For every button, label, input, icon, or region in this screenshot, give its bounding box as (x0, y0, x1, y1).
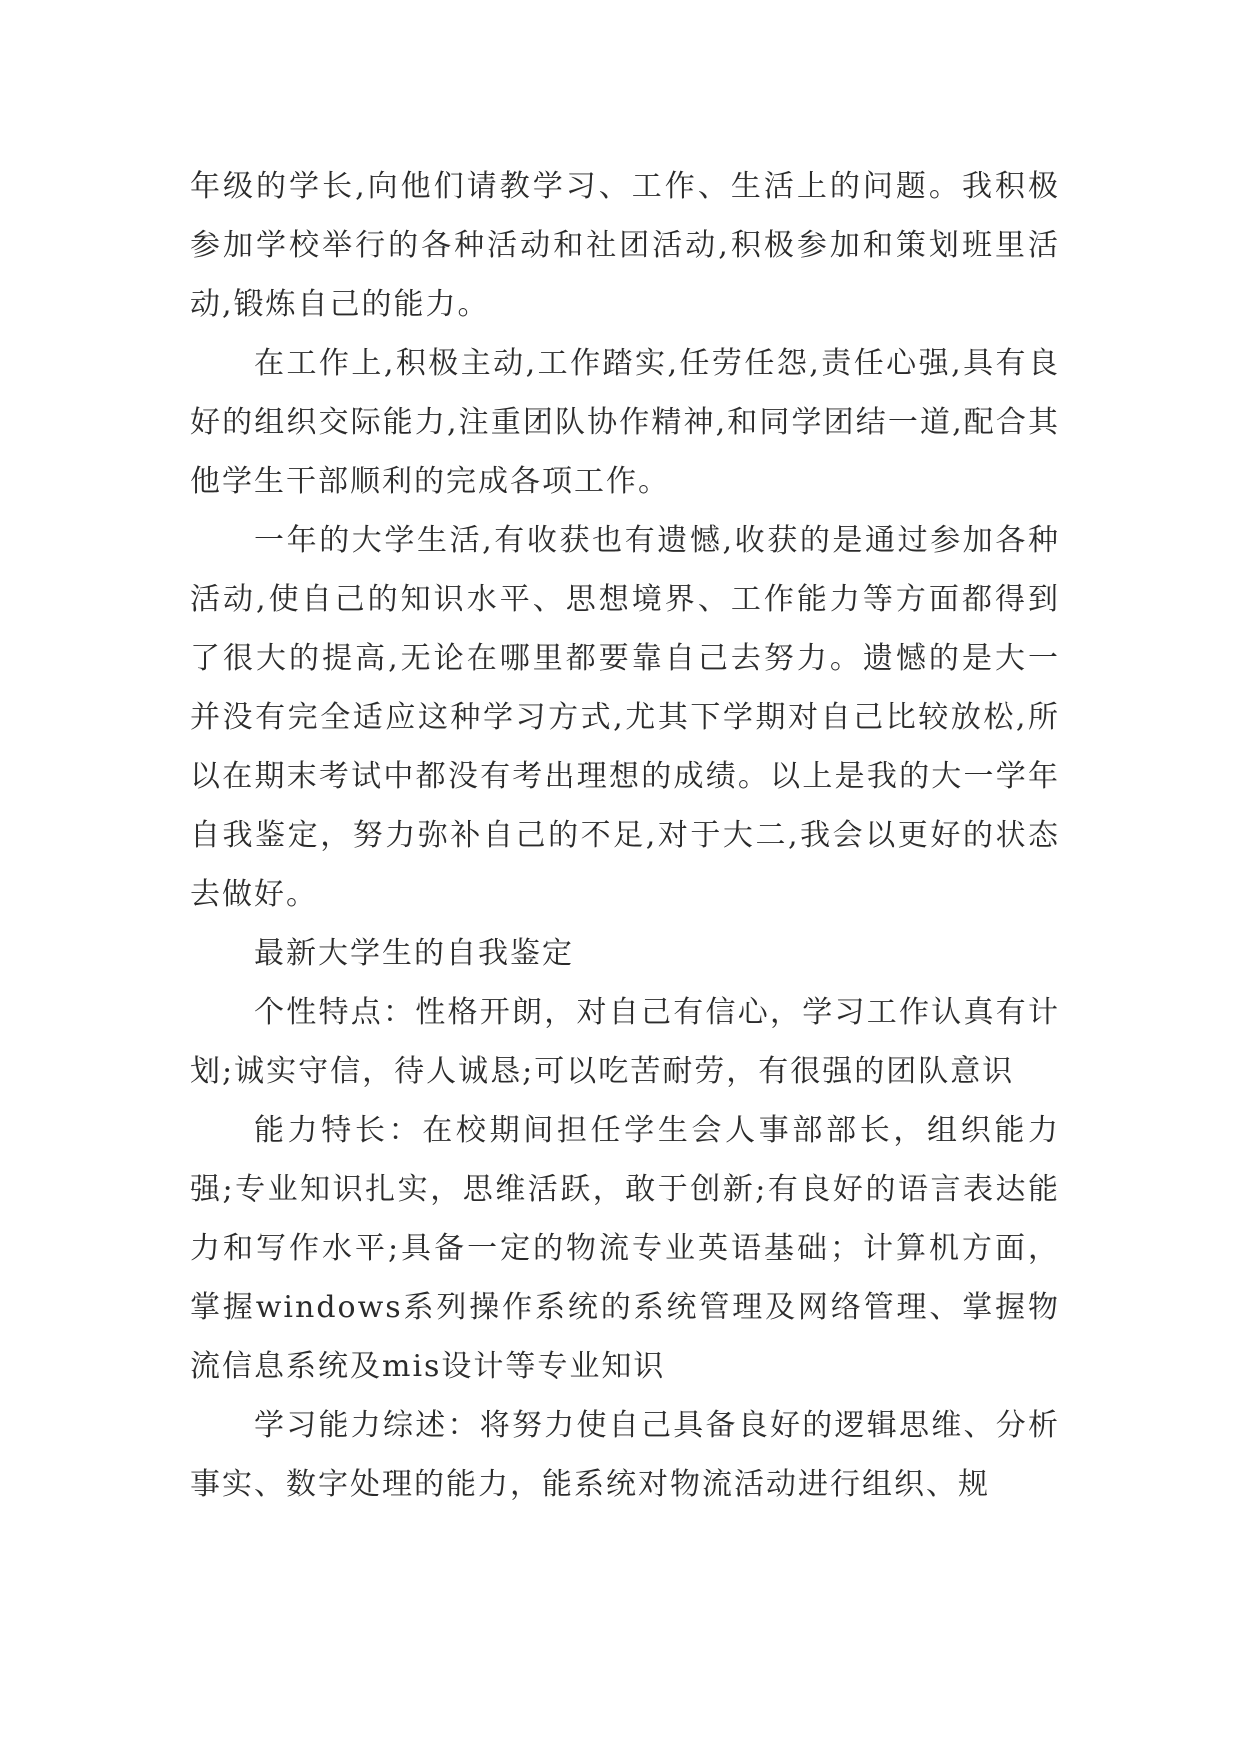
paragraph-abilities: 能力特长：在校期间担任学生会人事部部长，组织能力强;专业知识扎实，思维活跃，敢于创新;有良好的语言表达能力和写作水平;具备一定的物流专业英语基础；计算机方面，掌握windows系列操作系统的系统管理及网络管理、掌握物流信息系统及mis设计等专业知识 (190, 1113, 1060, 1384)
document-body (190, 157, 1060, 1514)
section-heading: 最新大学生的自我鉴定 (254, 936, 574, 971)
paragraph-personality: 个性特点：性格开朗，对自己有信心，学习工作认真有计划;诚实守信，待人诚恳;可以吃苦耐劳，有很强的团队意识 (190, 995, 1060, 1089)
paragraph-2: 在工作上,积极主动,工作踏实,任劳任怨,责任心强,具有良好的组织交际能力,注重团队协作精神,和同学团结一道,配合其他学生干部顺利的完成各项工作。 (190, 346, 1060, 499)
paragraph-3: 一年的大学生活,有收获也有遗憾,收获的是通过参加各种活动,使自己的知识水平、思想境界、工作能力等方面都得到了很大的提高,无论在哪里都要靠自己去努力。遗憾的是大一并没有完全适应这种学习方式,尤其下学期对自己比较放松,所以在期末考试中都没有考出理想的成绩。以上是我的大一学年自我鉴定，努力弥补自己的不足,对于大二,我会以更好的状态去做好。 (190, 523, 1060, 912)
paragraph-1: 年级的学长,向他们请教学习、工作、生活上的问题。我积极参加学校举行的各种活动和社团活动,积极参加和策划班里活动,锻炼自己的能力。 (190, 169, 1060, 322)
paragraph-learning: 学习能力综述：将努力使自己具备良好的逻辑思维、分析事实、数字处理的能力，能系统对物流活动进行组织、规 (190, 1408, 1060, 1502)
